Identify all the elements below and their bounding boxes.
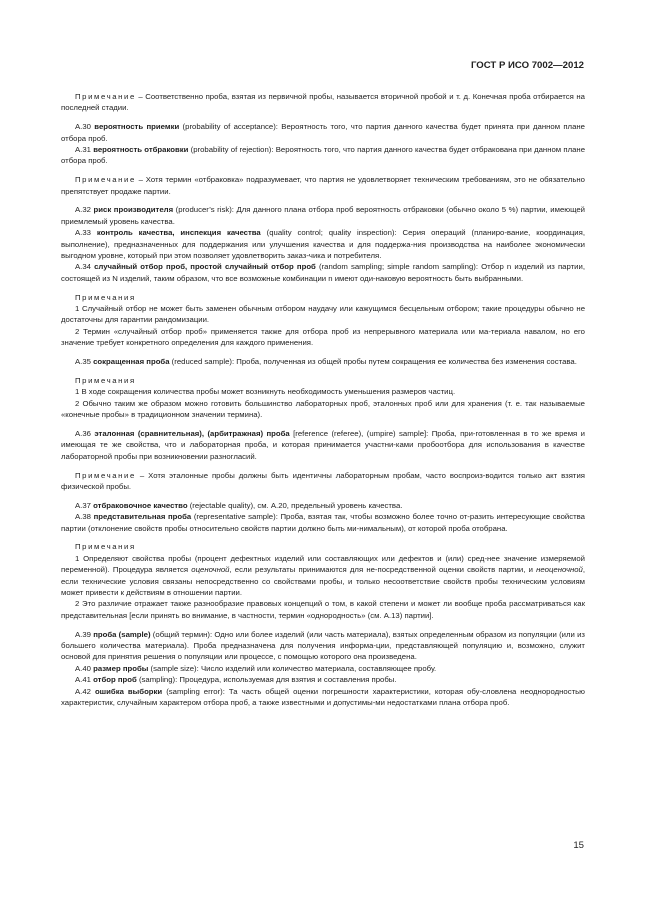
definition-a34 — [61, 261, 585, 284]
term: ошибка выборки — [94, 686, 163, 696]
emphasis: оценочной — [191, 565, 230, 575]
term: представительная проба — [93, 512, 192, 522]
note-label: Примечание — [75, 92, 136, 101]
definition-a33 — [61, 227, 585, 261]
term: отбраковочное качество — [93, 500, 188, 510]
notes-heading: Примечания — [75, 542, 136, 552]
definition-a30 — [61, 121, 585, 144]
definition-text: (rejectable quality), см. А.20, предельный уровень качества. — [187, 500, 403, 510]
clause-number: А.41 — [75, 675, 94, 685]
clause-number: А.35 — [75, 357, 94, 367]
definition-a39 — [61, 629, 585, 663]
term: контроль качества, инспекция качества — [96, 228, 261, 238]
definition-a35 — [61, 356, 585, 367]
note-text: , если результаты принимаются для не-посредственной оценки свойств партии, и — [229, 565, 537, 575]
note-item: 2 Это различие отражает также разнообразие правовых концепций о том, в какой степени и может ли вообще проба рассматриваться как представительная [если принять во внимание, в частности, термин «однородность» (см. А.13) партии]. — [61, 599, 585, 620]
definition-a31 — [61, 144, 585, 167]
note-paragraph — [61, 470, 585, 493]
document-body — [61, 91, 585, 708]
term: сокращенная проба — [93, 357, 170, 367]
term: эталонная (сравнительная), (арбитражная) проба — [94, 428, 290, 438]
clause-number: А.32 — [75, 205, 94, 215]
note-text: 1 Определяют свойства пробы (процент дефектных изделий или составляющих или дефектов и (или) сред-нее значение измеряемой переменной). Процедура является — [61, 553, 585, 575]
definition-text: [reference (referee), (umpire) sample]: Проба, при-готовленная в то же время и имеющая те же свойства, что и лабораторная проба, и которая принимается участни-ками пробоотбора для использования в качестве лабораторной пробы при возникновении разногласий. — [61, 428, 585, 461]
clause-number: А.37 — [75, 500, 94, 510]
note-item: 1 В ходе сокращения количества пробы может возникнуть необходимость уменьшения размеров частиц. — [75, 387, 456, 397]
definition-a36 — [61, 428, 585, 462]
clause-number: А.36 — [75, 428, 95, 438]
note-item — [61, 553, 585, 599]
definition-a38 — [61, 511, 585, 534]
definition-a42 — [61, 686, 585, 709]
note-item: 2 Обычно таким же образом можно готовить большинство лабораторных проб, эталонных проб или для хранения (т. е. так называемые «конечные пробы» в традиционном значении термина). — [61, 398, 585, 420]
definition-text: (reduced sample): Проба, полученная из общей пробы путем сокращения ее количества без изменения состава. — [169, 357, 577, 367]
page-number: 15 — [573, 840, 584, 851]
definition-text: (probability of acceptance): Вероятность того, что партия данного качества будет принята при данном плане отбора проб. — [61, 122, 585, 143]
clause-number: А.39 — [75, 629, 94, 639]
term: размер пробы — [93, 663, 149, 673]
definition-text: (sampling error): Та часть общей оценки погрешности характеристики, которая обу-словлена неоднородностью характеристик, случайным характером отбора проб, а также известными и допустимы-ми недостатками плана отбора проб. — [61, 686, 585, 707]
clause-number: А.40 — [75, 663, 94, 673]
term: случайный отбор проб, простой случайный отбор проб — [94, 262, 316, 272]
clause-number: А.34 — [75, 262, 95, 272]
note-item: 1 Случайный отбор не может быть заменен обычным отбором наудачу или кажущимся бесцельным отбором; такие процедуры обычно не достаточны для гарантии рандомизации. — [61, 304, 585, 325]
note-item: 2 Термин «случайный отбор проб» применяется также для отбора проб из непрерывного материала или ма-териала навалом, но его значение требует конкретного определения для каждого применения. — [61, 326, 585, 348]
clause-number: А.38 — [75, 512, 94, 522]
definition-a37 — [61, 500, 585, 511]
note-paragraph — [61, 91, 585, 114]
clause-number: А.30 — [75, 122, 95, 132]
definition-text: (общий термин): Одно или более изделий (или часть материала), взятых определенным образом из популяции (или из большего количества материала). Проба предназначена для получения информа-ции, представляющей популяцию и, возможно, служит основой для принятия решения о популяции или процессе, с помощью которого она произведена. — [61, 629, 585, 662]
term: вероятность отбраковки — [93, 145, 189, 155]
term: отбор проб — [93, 675, 137, 685]
clause-number: А.42 — [75, 686, 95, 696]
definition-text: (sampling): Процедура, используемая для взятия и составления пробы. — [136, 675, 397, 685]
definition-text: (representative sample): Проба, взятая так, чтобы возможно более точно от-разить интересующие свойства партии (отклонение свойств пробы относительно свойств партии должно быть ми-нимальным), от которой проба отобрана. — [61, 512, 585, 533]
definition-text: (sample size): Число изделий или количество материала, составляющее пробу. — [148, 663, 437, 673]
note-text: , если технические условия связаны непосредственно со свойствами пробы, и только несоответствие свойств пробы техническим условиям может привести к действиям в отношении партии. — [61, 565, 585, 597]
definition-a32 — [61, 204, 585, 227]
note-paragraph — [61, 174, 585, 197]
notes-heading: Примечания — [75, 292, 136, 302]
term: проба (sample) — [93, 629, 151, 639]
definition-text: (random sampling; simple random sampling): Отбор n изделий из партии, состоящей из N изделий, таким образом, что все возможные комбинации n имеют оди-наковую вероятность быть выбранными. — [61, 262, 585, 283]
standard-header: ГОСТ Р ИСО 7002—2012 — [470, 60, 584, 71]
definition-text: (producer’s risk): Для данного плана отбора проб вероятность отбраковки (обычно около 5 %) партии, имеющей приемлемый уровень качества. — [61, 205, 585, 226]
note-text: – Хотя эталонные пробы должны быть идентичны лабораторным пробам, часто воспроиз-водится только акт взятия физической пробы. — [61, 470, 585, 491]
clause-number: А.31 — [75, 145, 94, 155]
note-label: Примечание — [75, 470, 136, 480]
definition-a40 — [61, 663, 585, 674]
term: вероятность приемки — [94, 122, 180, 132]
note-text: – Хотя термин «отбраковка» подразумевает, что партия не удовлетворяет техническим требованиям, это не обязательно препятствует продаже партии. — [61, 175, 585, 196]
term: риск производителя — [93, 205, 174, 215]
definition-text: (quality control; quality inspection): Серия операций (планиро-вание, координация, выполнение), предназначенных для поддержания или улучшения качества и для поддержа-ния производства на наиболее экономически выгодном уровне, который при этом позволяет удовлетворить заказ-чика и потребителя. — [61, 228, 585, 261]
clause-number: А.33 — [75, 228, 97, 238]
note-label: Примечание — [75, 175, 136, 185]
note-text: – Соответственно проба, взятая из первичной пробы, называется вторичной пробой и т. д. Конечная проба отбирается на последней стадии. — [61, 92, 585, 113]
notes-heading: Примечания — [75, 375, 136, 385]
definition-a41 — [61, 674, 585, 685]
emphasis: неоценочной — [536, 565, 583, 575]
definition-text: (probability of rejection): Вероятность того, что партия данного качества будет отбракована при данном плане отбора проб. — [61, 145, 585, 166]
